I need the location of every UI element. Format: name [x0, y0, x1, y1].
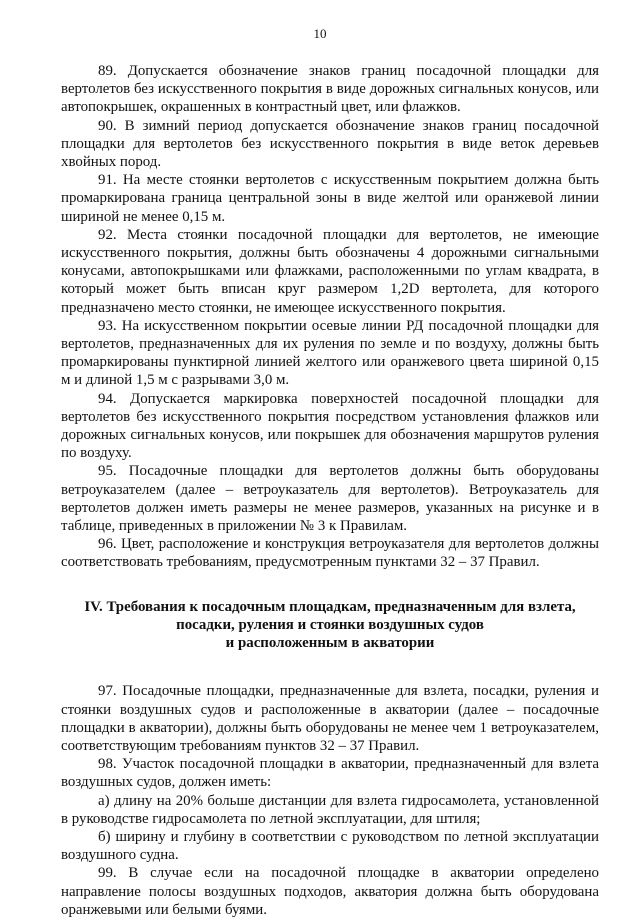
paragraph-96: 96. Цвет, расположение и конструкция ветроуказателя для вертолетов должны соответствовать требованиям, предусмотренным пунктами 32 – 37 Правил.: [61, 536, 599, 571]
paragraph-93: 93. На искусственном покрытии осевые линии РД посадочной площадки для вертолетов, предназначенных для их руления по земле и по воздуху, должны быть промаркированы пунктирной линией желтого или оранжевого цвета шириной 0,15 м и длиной 1,5 м с разрывами 3,0 м.: [61, 317, 599, 389]
paragraph-92: 92. Места стоянки посадочной площадки для вертолетов, не имеющие искусственного покрытия, должны быть обозначены 4 дорожными сигнальными конусами, автопокрышками или флажками, расположенными по углам квадрата, в который может быть вписан круг размером 1,2D вертолета, для которого предназначено место стоянки, не имеющее искусственного покрытия.: [61, 226, 599, 316]
document-body: [61, 62, 599, 919]
paragraph-95: 95. Посадочные площадки для вертолетов должны быть оборудованы ветроуказателем (далее – ветроуказатель для вертолетов). Ветроуказатель для вертолетов должен иметь размеры не менее размеров, указанных на рисунке и в таблице, приведенных в приложении № 3 к Правилам.: [61, 463, 599, 535]
section-heading-line-1: IV. Требования к посадочным площадкам, предназначенным для взлета,: [84, 598, 576, 615]
paragraph-90: 90. В зимний период допускается обозначение знаков границ посадочной площадки для вертолетов без искусственного покрытия в виде веток деревьев хвойных пород.: [61, 117, 599, 171]
paragraph-97: 97. Посадочные площадки, предназначенные для взлета, посадки, руления и стоянки воздушных судов и расположенные в акватории (далее – посадочные площадки в акватории), должны быть оборудованы не менее чем 1 ветроуказателем, соответствующим требованиям пунктов 32 – 37 Правил.: [61, 683, 599, 754]
section-heading-line-3: и расположенным в акватории: [225, 635, 435, 652]
paragraph-91: 91. На месте стоянки вертолетов с искусственным покрытием должна быть промаркирована граница центральной зоны в виде желтой или оранжевой линии шириной не менее 0,15 м.: [61, 172, 599, 225]
section-heading: [61, 598, 599, 653]
section-heading-line-2: посадки, руления и стоянки воздушных судов: [176, 616, 484, 633]
page-number: 10: [313, 26, 327, 41]
paragraph-94: 94. Допускается маркировка поверхностей посадочной площадки для вертолетов без искусственного покрытия посредством установления флажков или дорожных сигнальных конусов, или покрышек для обозначения маршрутов руления по воздуху.: [61, 390, 599, 462]
paragraph-98: 98. Участок посадочной площадки в акватории, предназначенный для взлета воздушных судов, должен иметь:: [61, 756, 599, 791]
paragraph-98-a: а) длину на 20% больше дистанции для взлета гидросамолета, установленной в руководстве гидросамолета по летной эксплуатации, для штиля;: [61, 792, 599, 827]
paragraph-98-b: б) ширину и глубину в соответствии с руководством по летной эксплуатации воздушного судна.: [61, 828, 599, 864]
paragraph-99: 99. В случае если на посадочной площадке в акватории определено направление полосы воздушных подходов, акватория должна быть оборудована оранжевыми или белыми буями.: [61, 865, 599, 918]
paragraph-89: 89. Допускается обозначение знаков границ посадочной площадки для вертолетов без искусственного покрытия в виде дорожных сигнальных конусов, или автопокрышек, окрашенных в контрастный цвет, или флажков.: [61, 63, 599, 116]
